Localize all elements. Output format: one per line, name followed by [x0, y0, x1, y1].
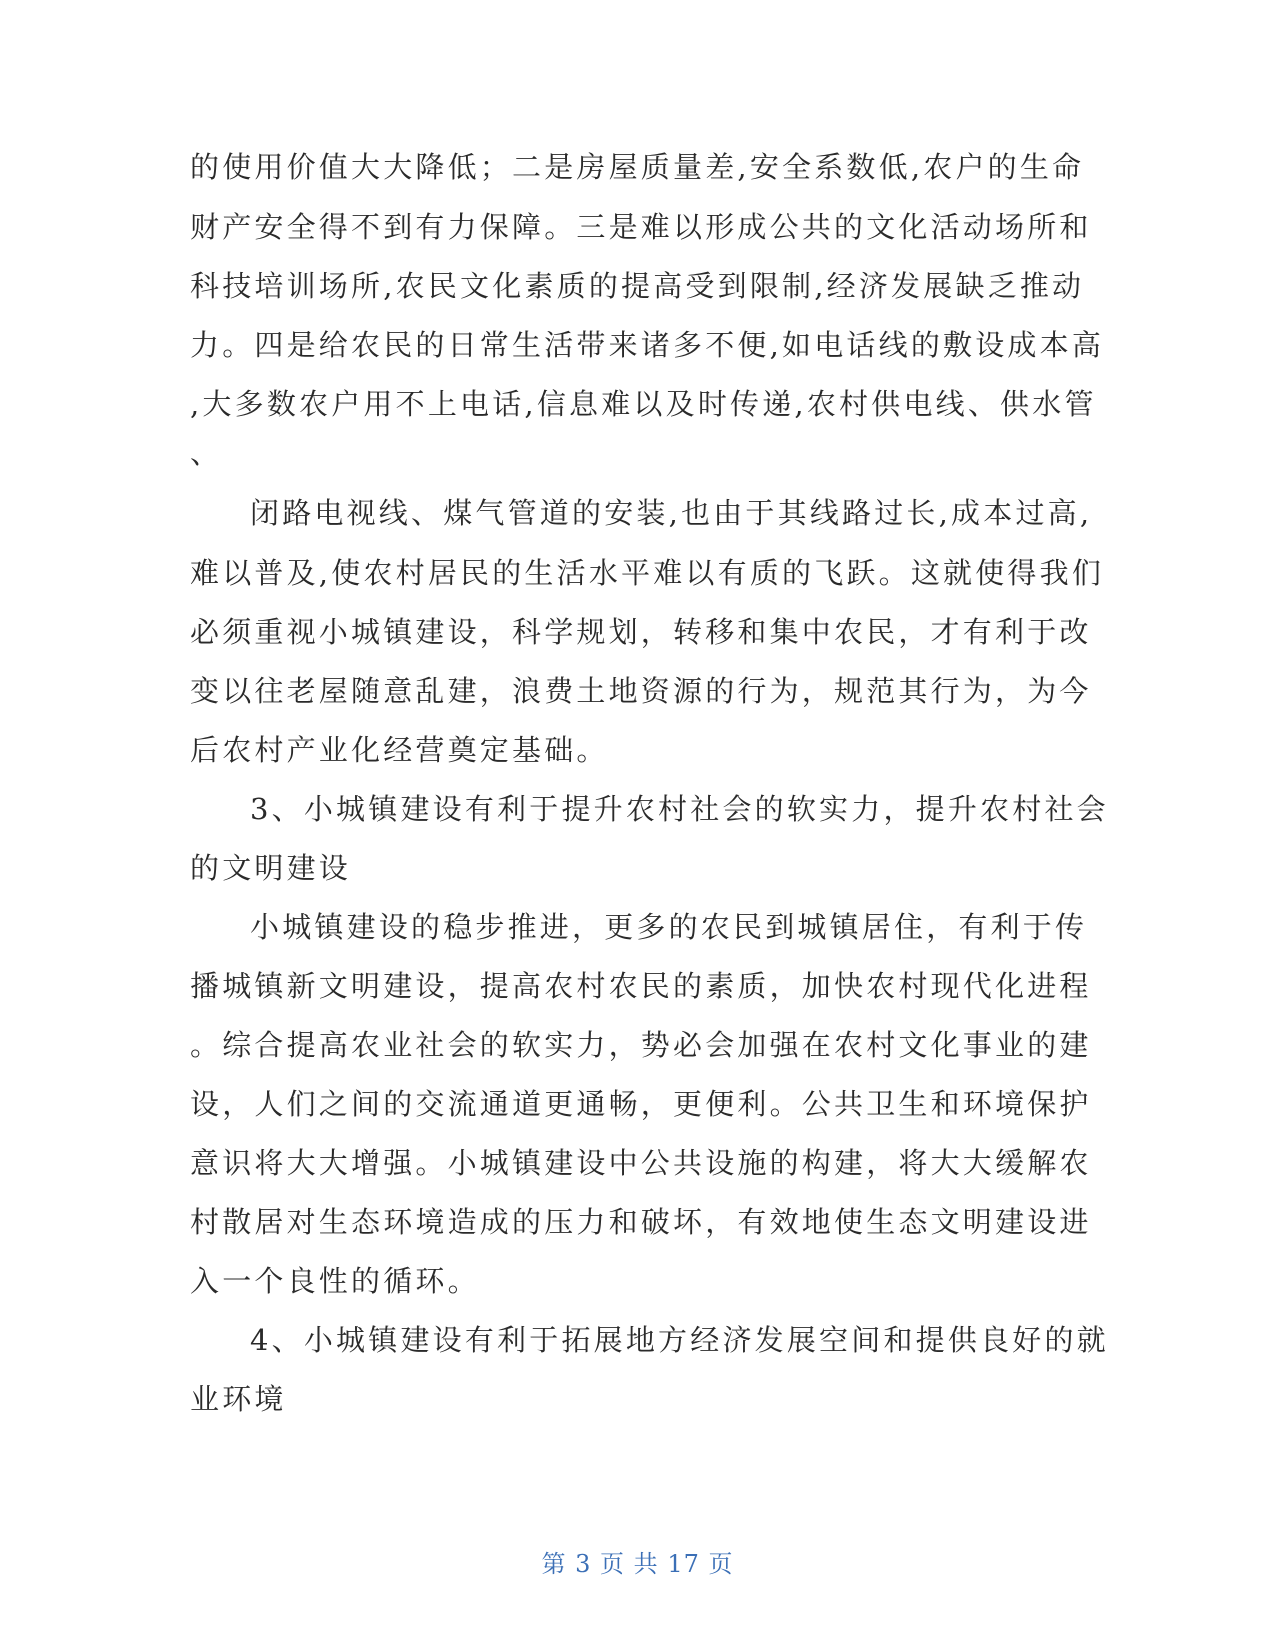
text-line-3: 科技培训场所,农民文化素质的提高受到限制,经济发展缺乏推动	[190, 269, 1085, 303]
text-line-17: 设，人们之间的交流通道更通畅，更便利。公共卫生和环境保护	[190, 1087, 1092, 1121]
footer-suffix: 页	[708, 1550, 734, 1578]
page-footer	[0, 1544, 1275, 1579]
text-line-7: 闭路电视线、煤气管道的安装,也由于其线路过长,成本过高,	[250, 496, 1093, 530]
text-line-6: 、	[190, 436, 223, 470]
section-heading-4: 4、小城镇建设有利于拓展地方经济发展空间和提供良好的就	[250, 1323, 1109, 1357]
text-line-11: 后农村产业化经营奠定基础。	[190, 733, 609, 767]
section-heading-3: 3、小城镇建设有利于提升农村社会的软实力，提升农村社会	[250, 792, 1109, 826]
text-line-5: ,大多数农户用不上电话,信息难以及时传递,农村供电线、供水管	[190, 387, 1097, 421]
text-line-19: 村散居对生态环境造成的压力和破坏，有效地使生态文明建设进	[190, 1205, 1092, 1239]
footer-middle: 页 共	[600, 1550, 659, 1578]
text-line-15: 播城镇新文明建设，提高农村农民的素质，加快农村现代化进程	[190, 969, 1092, 1003]
text-line-4: 力。四是给农民的日常生活带来诸多不便,如电话线的敷设成本高	[190, 328, 1105, 362]
footer-total-pages: 17	[667, 1550, 700, 1578]
section-heading-4-cont: 业环境	[190, 1382, 287, 1416]
text-line-16: 。综合提高农业社会的软实力，势必会加强在农村文化事业的建	[190, 1028, 1092, 1062]
text-line-8: 难以普及,使农村居民的生活水平难以有质的飞跃。这就使得我们	[190, 556, 1105, 590]
text-line-1: 的使用价值大大降低；二是房屋质量差,安全系数低,农户的生命	[190, 150, 1085, 184]
text-line-2: 财产安全得不到有力保障。三是难以形成公共的文化活动场所和	[190, 210, 1092, 244]
text-line-14: 小城镇建设的稳步推进，更多的农民到城镇居住，有利于传	[250, 910, 1088, 944]
footer-page-number: 3	[575, 1550, 592, 1578]
text-line-20: 入一个良性的循环。	[190, 1264, 480, 1298]
section-heading-3-cont: 的文明建设	[190, 851, 352, 885]
text-line-9: 必须重视小城镇建设，科学规划，转移和集中农民，才有利于改	[190, 615, 1092, 649]
text-line-18: 意识将大大增强。小城镇建设中公共设施的构建，将大大缓解农	[190, 1146, 1092, 1180]
footer-prefix: 第	[541, 1550, 567, 1578]
text-line-10: 变以往老屋随意乱建，浪费土地资源的行为，规范其行为，为今	[190, 674, 1092, 708]
